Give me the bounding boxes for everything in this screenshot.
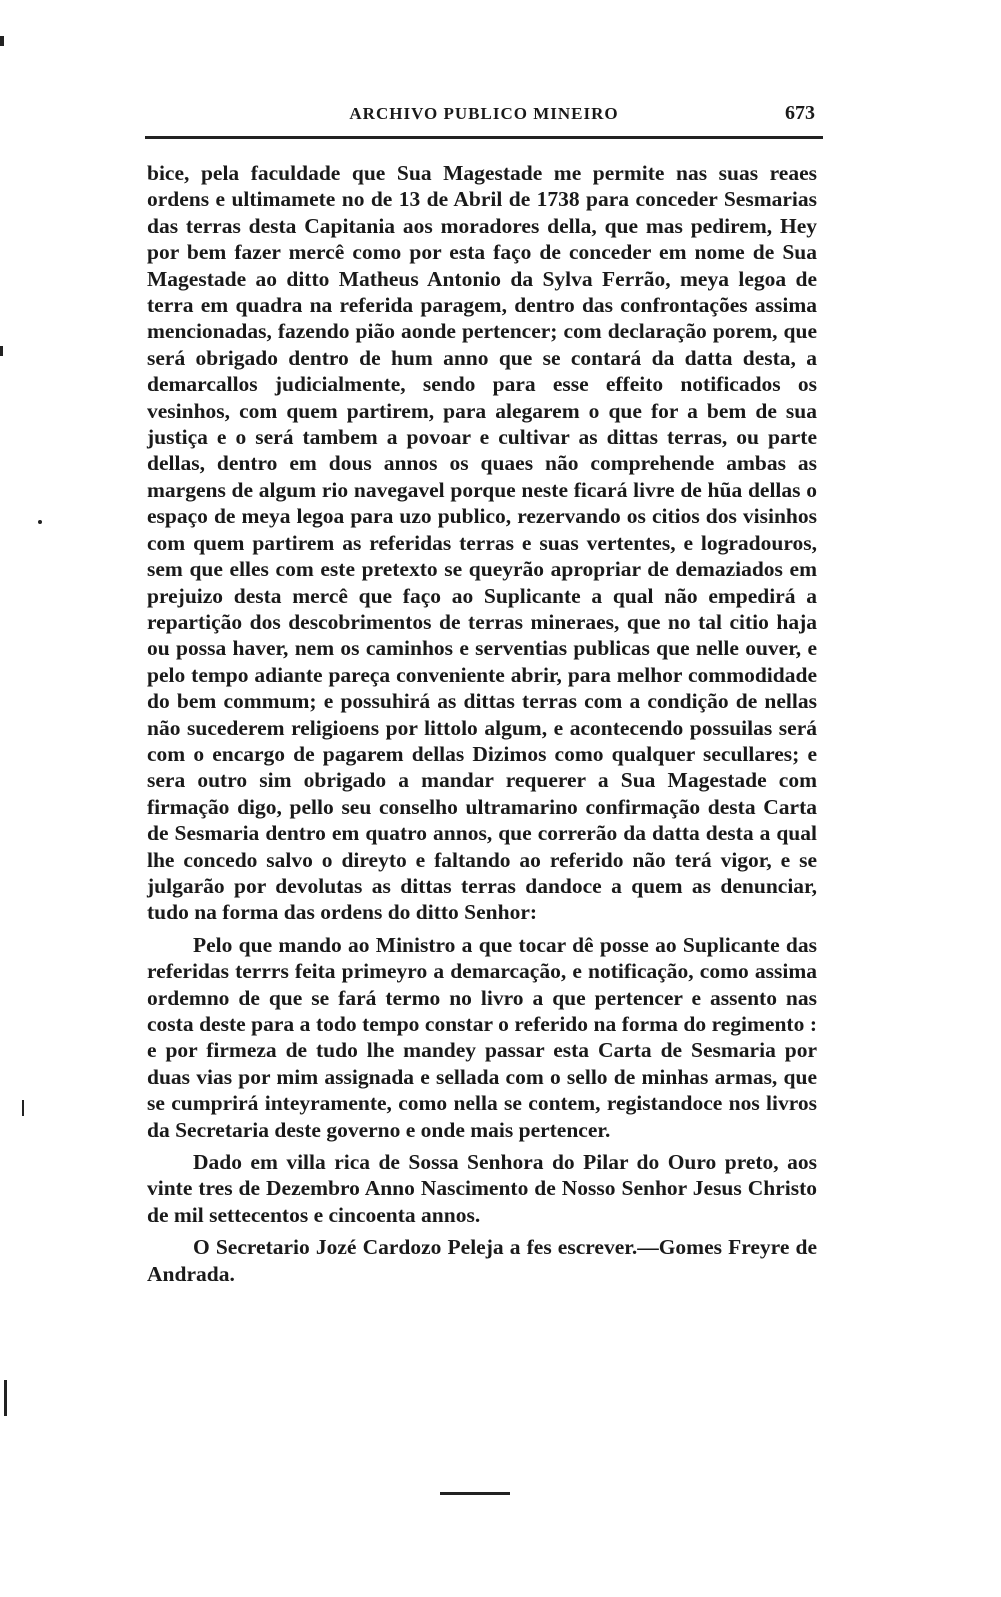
page-header [145, 104, 823, 136]
page-number: 673 [785, 102, 815, 124]
body-text [147, 160, 817, 1293]
paragraph-2: Pelo que mando ao Ministro a que tocar dê posse ao Suplicante das referidas terrrs feita primeyro a demarcação, e notificação, como assima ordemno de que se fará termo no livro a que pertencer e assento nas costa deste para a todo tempo constar o referido na forma do regimento : e por firmeza de tudo lhe mandey passar esta Carta de Sesmaria por duas vias por mim assignada e sellada com o sello de minhas armas, que se cumprirá inteyramente, como nella se contem, registandoce nos livros da Secretaria deste governo e onde mais pertencer. [147, 932, 817, 1142]
margin-mark [0, 346, 3, 356]
margin-mark [4, 1380, 7, 1416]
margin-mark [38, 520, 42, 524]
margin-mark [0, 36, 4, 46]
paragraph-1: bice, pela faculdade que Sua Magestade me permite nas suas reaes ordens e ultimamete no de 13 de Abril de 1738 para conceder Sesmarias das terras desta Capitania aos moradores della, que mas pedirem, Hey por bem fazer mercê como por esta faço de conceder em nome de Sua Magestade ao ditto Matheus Antonio da Sylva Ferrão, meya legoa de terra em quadra na referida paragem, dentro das confrontações assima mencionadas, fazendo pião aonde pertencer; com declaração porem, que será obrigado dentro de hum anno que se contará da datta desta, a demarcallos judicialmente, sendo para esse effeito notificados os vesinhos, com quem partirem, para alegarem o que for a bem de sua justiça e o será tambem a povoar e cultivar as dittas terras, ou parte dellas, dentro em dous annos os quaes não comprehende ambas as margens de algum rio navegavel porque neste ficará livre de hũa dellas o espaço de meya legoa para uzo publico, rezervando os citios dos visinhos com quem partirem as referidas terras e suas vertentes, e logradouros, sem que elles com este pretexto se queyrão apropriar de demaziados em prejuizo desta mercê que faço ao Suplicante a qual não empedirá a repartição dos descobrimentos de terras mineraes, que no tal citio haja ou possa haver, nem os caminhos e serventias publicas que nelle ouver, e pelo tempo adiante pareça conveniente abrir, para melhor commodidade do bem commum; e possuhirá as dittas terras com a condição de nellas não sucederem religioens por littolo algum, e acontecendo possuilas será com o encargo de pagarem dellas Dizimos como qualquer secullares; e sera outro sim obrigado a mandar requerer a Sua Magestade com firmação digo, pello seu conselho ultramarino confirmação desta Carta de Sesmaria dentro em quatro annos, que correrão da datta desta a qual lhe concedo salvo o direyto e faltando ao referido não terá vigor, e se julgarão por devolutas as dittas terras dandoce a quem as denunciar, tudo na forma das ordens do ditto Senhor: [147, 161, 817, 925]
paragraph-3: Dado em villa rica de Sossa Senhora do Pilar do Ouro preto, aos vinte tres de Dezembro Anno Nascimento de Nosso Senhor Jesus Christo de mil settecentos e cincoenta annos. [147, 1150, 817, 1227]
header-rule [145, 136, 823, 139]
paragraph-4: O Secretario Jozé Cardozo Peleja a fes escrever.—Gomes Freyre de Andrada. [147, 1235, 817, 1286]
margin-mark [22, 1100, 24, 1116]
end-rule [440, 1492, 510, 1495]
running-head: ARCHIVO PUBLICO MINEIRO [349, 104, 619, 123]
